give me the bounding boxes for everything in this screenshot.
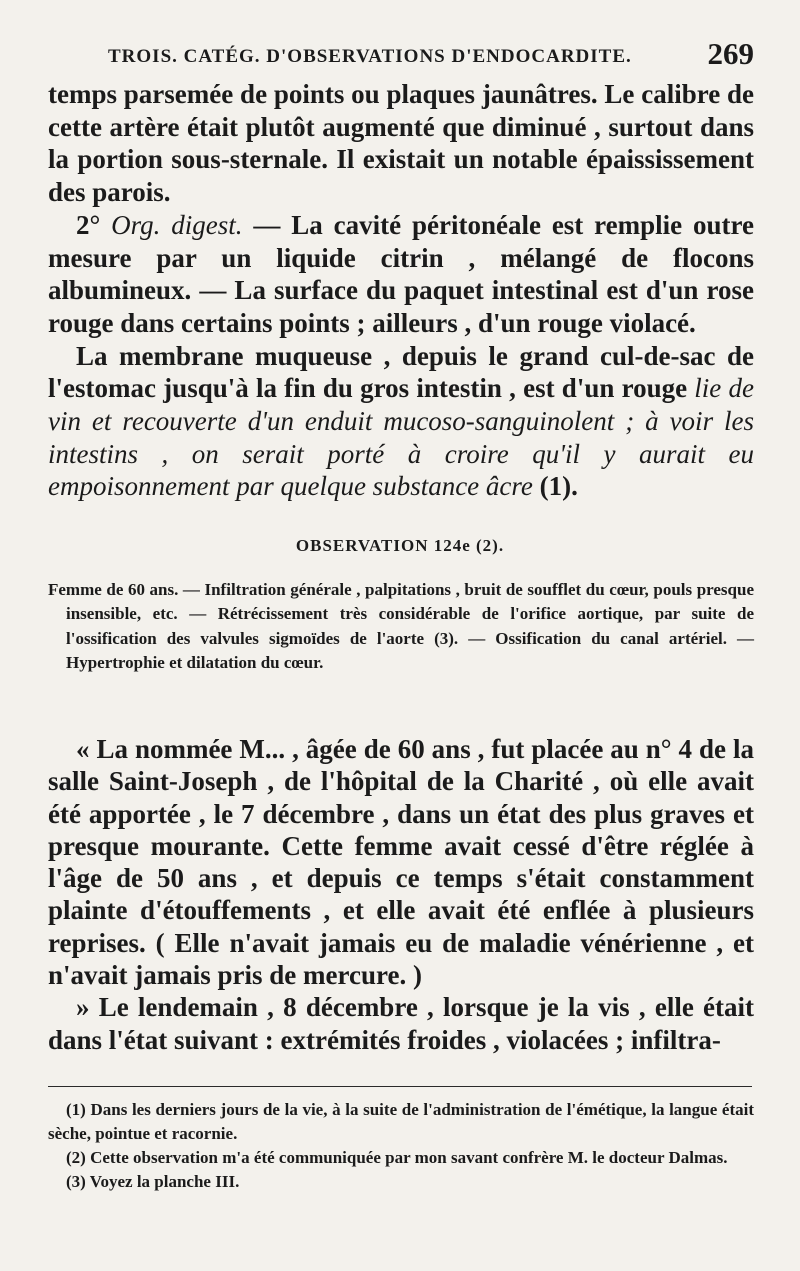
page-header bbox=[48, 34, 754, 74]
paragraph bbox=[48, 340, 754, 504]
paragraph: » Le lendemain , 8 décembre , lorsque je la vis , elle était dans l'état suivant : extrémités froides , violacées ; infiltra- bbox=[48, 992, 754, 1055]
observation-title: OBSERVATION 124e (2). bbox=[295, 536, 505, 555]
footnote: (3) Voyez la planche III. bbox=[66, 1172, 240, 1191]
narrative-text bbox=[48, 733, 754, 1056]
italic-text: lie de vin et recouverte d'un enduit mucoso-sanguinolent ; à voir les intestins , on serait porté à croire qu'il y aurait eu empoisonnement par quelque substance âcre bbox=[48, 373, 754, 502]
observation-summary bbox=[48, 578, 754, 675]
summary-text: Femme de 60 ans. — Infiltration générale , palpitations , bruit de soufflet du cœur, pouls presque insensible, etc. — Rétrécissement très considérable de l'orifice aortique, par suite de l'ossification des valvules sigmoïdes de l'aorte (3). — Ossification du canal artériel. — Hypertrophie et dilatation du cœur. bbox=[48, 580, 754, 672]
paragraph: temps parsemée de points ou plaques jaunâtres. Le calibre de cette artère était plutôt augmenté que diminué , surtout dans la portion sous-sternale. Il existait un notable épaississement des parois. bbox=[48, 79, 754, 208]
paragraph-text: La membrane muqueuse , depuis le grand cul-de-sac de l'estomac jusqu'à la fin du gros intestin , est d'un rouge bbox=[48, 340, 754, 404]
paragraph bbox=[48, 209, 754, 340]
main-text bbox=[48, 78, 754, 503]
page-number: 269 bbox=[707, 36, 754, 71]
paragraph: « La nommée M... , âgée de 60 ans , fut placée au n° 4 de la salle Saint-Joseph , de l'hôpital de la Charité , où elle avait été apportée , le 7 décembre , dans un état des plus graves et presque mourante. Cette femme avait cessé d'être réglée à l'âge de 50 ans , et depuis ce temps s'était constamment plainte d'étouffements , et elle avait été enflée à plusieurs reprises. ( Elle n'avait jamais eu de maladie vénérienne , et n'avait jamais pris de mercure. ) bbox=[48, 734, 754, 991]
paragraph-prefix: 2° bbox=[76, 209, 112, 240]
footnotes bbox=[48, 1098, 754, 1194]
section-heading-italic: Org. digest. bbox=[111, 209, 243, 240]
running-head: TROIS. CATÉG. D'OBSERVATIONS D'ENDOCARDITE. bbox=[108, 46, 632, 67]
footnote: (1) Dans les derniers jours de la vie, à la suite de l'administration de l'émétique, la langue était sèche, pointue et racornie. bbox=[48, 1100, 754, 1143]
footnote-rule bbox=[48, 1086, 752, 1087]
paragraph-end: (1). bbox=[532, 471, 578, 502]
paragraph-text: — La cavité péritonéale est remplie outre mesure par un liquide citrin , mélangé de flocons albumineux. — La surface du paquet intestinal est d'un rose rouge dans certains points ; ailleurs , d'un rouge violacé. bbox=[48, 209, 754, 338]
footnote: (2) Cette observation m'a été communiquée par mon savant confrère M. le docteur Dalmas. bbox=[66, 1148, 728, 1167]
